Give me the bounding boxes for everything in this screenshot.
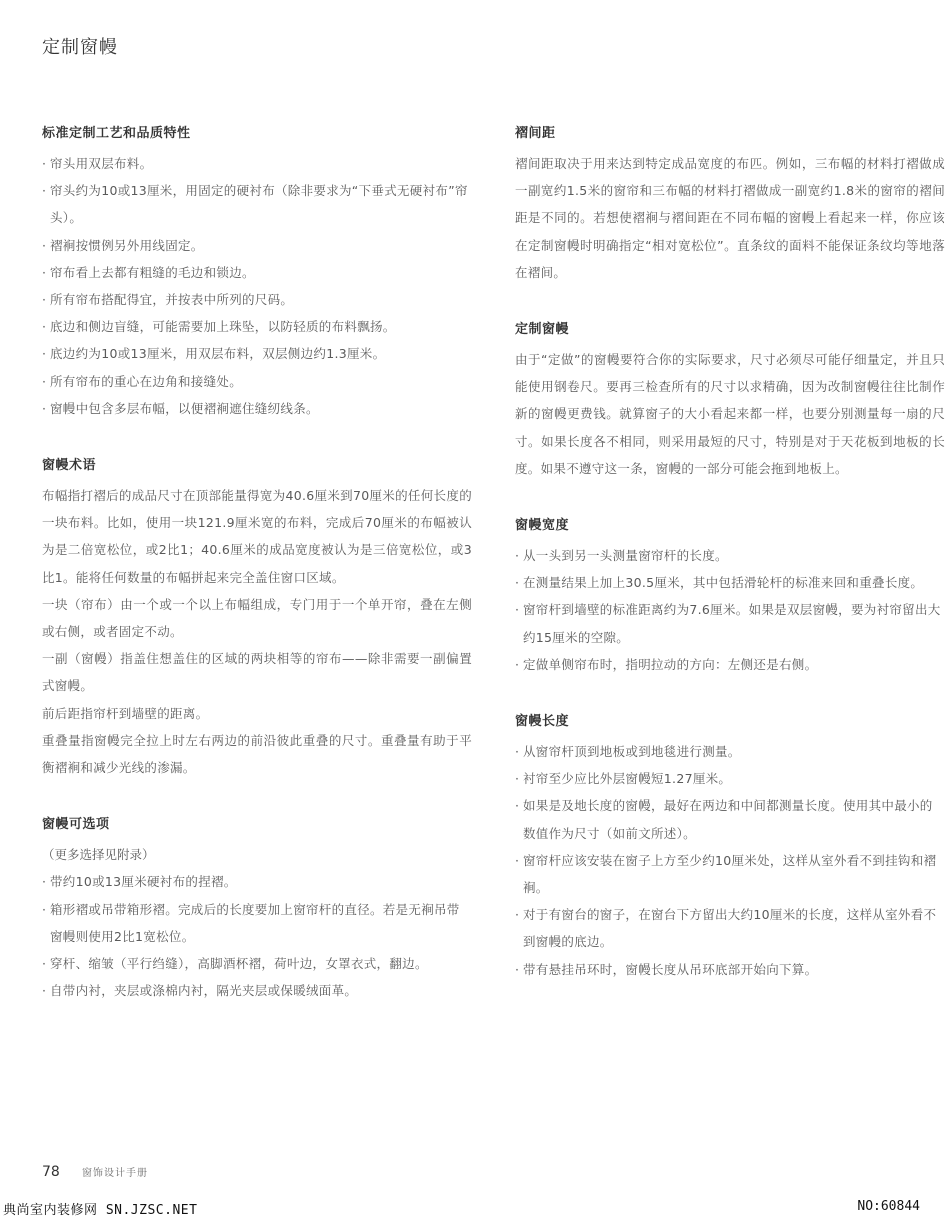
paragraph: 由于“定做”的窗幔要符合你的实际要求，尺寸必须尽可能仔细量定，并且只能使用钢卷尺。要再三检查所有的尺寸以求精确，因为改制窗幔往往比制作新的窗幔更费钱。就算窗子的大小看起来都一样，也要分别测量每一扇的尺寸。如果长度各不相同，则采用最短的尺寸，特别是对于天花板到地板的长度。如果不遵守这一条，窗幔的一部分可能会拖到地板上。	[515, 352, 945, 476]
page-number: 78	[42, 1164, 60, 1180]
list-item: · 在测量结果上加上30.5厘米，其中包括滑轮杆的标准来回和重叠长度。	[515, 569, 945, 596]
list-item: · 底边和侧边盲缝，可能需要加上珠坠，以防轻质的布料飘扬。	[42, 313, 472, 340]
right-column	[515, 124, 945, 1017]
list-item: · 窗帘杆应该安装在窗子上方至少约10厘米处，这样从室外看不到挂钩和褶裥。	[515, 847, 945, 901]
list-item: · 窗幔中包含多层布幅，以便褶裥遮住缝纫线条。	[42, 395, 472, 422]
section-pleat-spacing	[515, 124, 945, 286]
section-title: 定制窗幔	[515, 322, 570, 338]
paragraph: 重叠量指窗幔完全拉上时左右两边的前沿彼此重叠的尺寸。重叠量有助于平衡褶裥和减少光线的渗漏。	[42, 732, 472, 776]
list-item: · 对于有窗台的窗子，在窗台下方留出大约10厘米的长度，这样从室外看不到窗幔的底边。	[515, 901, 945, 955]
paragraph: 一副（窗幔）指盖住想盖住的区域的两块相等的帘布——除非需要一副偏置式窗幔。	[42, 651, 472, 694]
list-item: · 底边约为10或13厘米，用双层布料，双层侧边约1.3厘米。	[42, 340, 472, 367]
section-standard-craft	[42, 124, 472, 422]
page-footer	[42, 1164, 148, 1180]
page-title: 定制窗幔	[42, 37, 118, 58]
section-curtain-length	[515, 712, 945, 983]
list-item: · 所有帘布搭配得宜，并按表中所列的尺码。	[42, 286, 472, 313]
paragraph: 前后距指帘杆到墙壁的距离。	[42, 705, 209, 721]
section-options	[42, 815, 472, 1004]
list-item: · 自带内衬，夹层或涤棉内衬，隔光夹层或保暖绒面革。	[42, 977, 472, 1004]
bullet-list	[515, 542, 945, 678]
section-title: 窗幔长度	[515, 714, 570, 730]
section-title: 窗幔宽度	[515, 518, 570, 534]
bullet-list	[42, 150, 472, 422]
section-curtain-width	[515, 516, 945, 678]
watermark-site: 典尚室内装修网 SN.JZSC.NET	[3, 1203, 198, 1218]
section-title: 标准定制工艺和品质特性	[42, 126, 191, 141]
section-terminology	[42, 456, 472, 781]
list-item: · 穿杆、缩皱（平行绉缝），高脚酒杯褶，荷叶边，女罩衣式，翻边。	[42, 950, 472, 977]
list-item: · 帘布看上去都有粗缝的毛边和锁边。	[42, 259, 472, 286]
section-custom-curtains	[515, 320, 945, 482]
list-item: · 帘头用双层布料。	[42, 150, 472, 177]
book-title: 窗饰设计手册	[81, 1168, 148, 1179]
section-note: （更多选择见附录）	[42, 847, 155, 863]
section-title: 窗幔术语	[42, 458, 97, 474]
list-item: · 帘头约为10或13厘米，用固定的硬衬布（除非要求为“下垂式无硬衬布”帘头）。	[42, 177, 472, 231]
watermark-number: NO:60844	[857, 1199, 920, 1214]
section-title: 褶间距	[515, 126, 556, 141]
list-item: · 箱形褶或吊带箱形褶。完成后的长度要加上窗帘杆的直径。若是无裥吊带窗幔则使用2比1宽松位。	[42, 896, 472, 950]
paragraph: 一块（帘布）由一个或一个以上布幅组成，专门用于一个单开帘，叠在左侧或右侧，或者固定不动。	[42, 596, 472, 640]
paragraph: 布幅指打褶后的成品尺寸在顶部能量得宽为40.6厘米到70厘米的任何长度的一块布料。比如，使用一块121.9厘米宽的布料，完成后70厘米的布幅被认为是二倍宽松位，或2比1；40.6厘米的成品宽度被认为是三倍宽松位，或3比1。能将任何数量的布幅拼起来完全盖住窗口区域。	[42, 488, 472, 585]
paragraph: 褶间距取决于用来达到特定成品宽度的布匹。例如，三布幅的材料打褶做成一副宽约1.5米的窗帘和三布幅的材料打褶做成一副宽约1.8米的窗帘的褶间距是不同的。若想使褶裥与褶间距在不同布幅的窗幔上看起来一样，你应该在定制窗幔时明确指定“相对宽松位”。直条纹的面料不能保证条纹均等地落在褶间。	[515, 156, 945, 280]
list-item: · 从窗帘杆顶到地板或到地毯进行测量。	[515, 738, 945, 765]
list-item: · 衬帘至少应比外层窗幔短1.27厘米。	[515, 765, 945, 792]
section-title: 窗幔可选项	[42, 817, 110, 833]
list-item: · 所有帘布的重心在边角和接缝处。	[42, 368, 472, 395]
list-item: · 带有悬挂吊环时，窗幔长度从吊环底部开始向下算。	[515, 956, 945, 983]
list-item: · 窗帘杆到墙壁的标准距离约为7.6厘米。如果是双层窗幔，要为衬帘留出大约15厘米的空隙。	[515, 596, 945, 650]
bullet-list	[42, 868, 472, 1004]
list-item: · 褶裥按惯例另外用线固定。	[42, 232, 472, 259]
list-item: · 定做单侧帘布时，指明拉动的方向：左侧还是右侧。	[515, 651, 945, 678]
list-item: · 如果是及地长度的窗幔，最好在两边和中间都测量长度。使用其中最小的数值作为尺寸（如前文所述）。	[515, 792, 945, 846]
bullet-list	[515, 738, 945, 983]
list-item: · 带约10或13厘米硬衬布的捏褶。	[42, 868, 472, 895]
left-column	[42, 124, 472, 1038]
list-item: · 从一头到另一头测量窗帘杆的长度。	[515, 542, 945, 569]
